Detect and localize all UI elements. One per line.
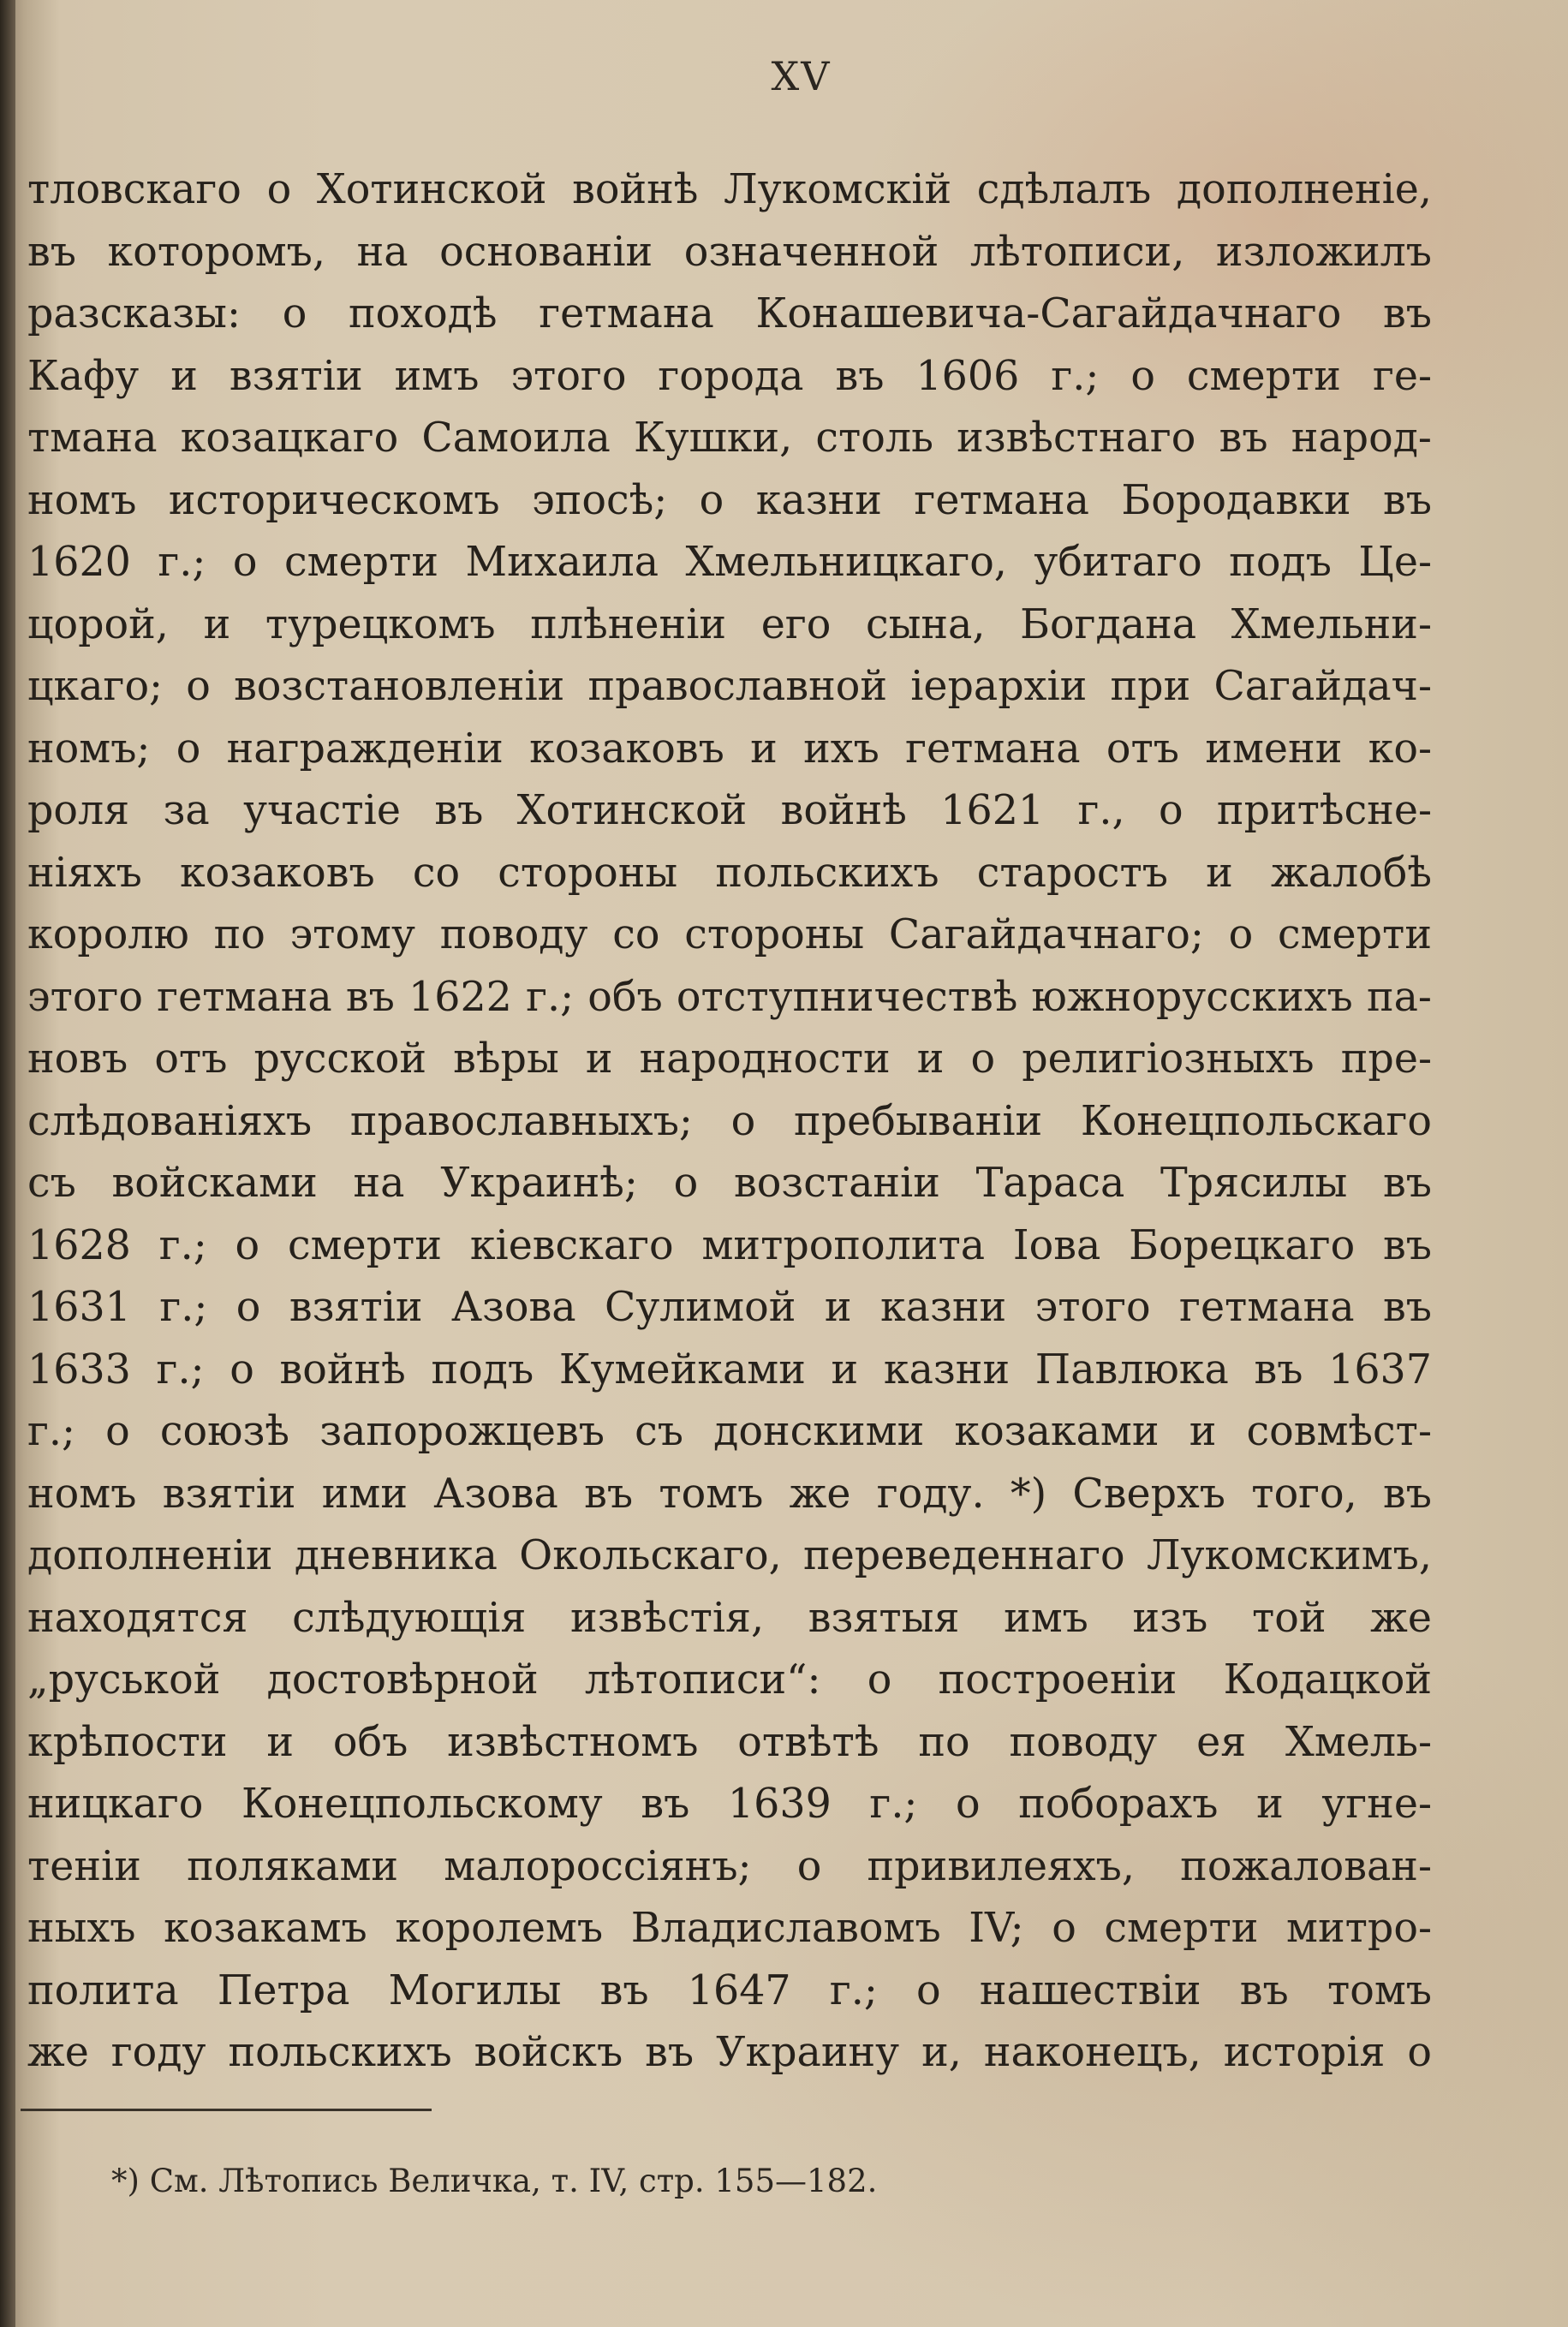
text-line: тловскаго о Хотинской войнѣ Лукомскій сдѣлалъ дополненіе, xyxy=(27,166,1432,213)
text-line: ныхъ козакамъ королемъ Владиславомъ IV; о смерти митро- xyxy=(27,1905,1432,1952)
footnote: *) См. Лѣтопись Величка, т. IV, стр. 155—182. xyxy=(111,2163,878,2199)
text-line: роля за участіе въ Хотинской войнѣ 1621 г., о притѣсне- xyxy=(27,787,1432,834)
body-text xyxy=(27,159,1432,2085)
text-line: номъ взятіи ими Азова въ томъ же году. *) Сверхъ того, въ xyxy=(27,1470,1432,1518)
text-line: Кафу и взятіи имъ этого города въ 1606 г.; о смерти ге- xyxy=(27,352,1432,400)
text-line: 1628 г.; о смерти кіевскаго митрополита Іова Борецкаго въ xyxy=(27,1221,1432,1269)
text-line: полита Петра Могилы въ 1647 г.; о нашествіи въ томъ xyxy=(27,1966,1432,2014)
text-line: крѣпости и объ извѣстномъ отвѣтѣ по поводу ея Хмель- xyxy=(27,1718,1432,1766)
text-line: въ которомъ, на основаніи означенной лѣтописи, изложилъ xyxy=(27,228,1432,276)
text-line: находятся слѣдующія извѣстія, взятыя имъ изъ той же xyxy=(27,1594,1432,1642)
text-line: ніяхъ козаковъ со стороны польскихъ старостъ и жалобѣ xyxy=(27,849,1432,897)
page-number: XV xyxy=(771,53,832,99)
text-line: съ войсками на Украинѣ; о возстаніи Тараса Трясилы въ xyxy=(27,1160,1432,1207)
text-line: дополненіи дневника Окольскаго, переведеннаго Лукомскимъ, xyxy=(27,1532,1432,1579)
text-line: тмана козацкаго Самоила Кушки, столь извѣстнаго въ народ- xyxy=(27,415,1432,462)
text-line: разсказы: о походѣ гетмана Конашевича-Сагайдачнаго въ xyxy=(27,290,1432,337)
text-line: новъ отъ русской вѣры и народности и о религіозныхъ пре- xyxy=(27,1035,1432,1083)
binding-gutter xyxy=(0,0,15,2327)
text-line: цорой, и турецкомъ плѣненіи его сына, Богдана Хмельни- xyxy=(27,600,1432,648)
text-line: же году польскихъ войскъ въ Украину и, наконецъ, исторія о xyxy=(27,2029,1432,2076)
text-line: номъ; о награжденіи козаковъ и ихъ гетмана отъ имени ко- xyxy=(27,725,1432,773)
text-line: слѣдованіяхъ православныхъ; о пребываніи Конецпольскаго xyxy=(27,1097,1432,1145)
text-line: „руськой достовѣрной лѣтописи“: о построеніи Кодацкой xyxy=(27,1656,1432,1703)
text-line: этого гетмана въ 1622 г.; объ отступничествѣ южнорусскихъ па- xyxy=(27,973,1432,1021)
text-line: номъ историческомъ эпосѣ; о казни гетмана Бородавки въ xyxy=(27,476,1432,524)
text-line: 1620 г.; о смерти Михаила Хмельницкаго, убитаго подъ Це- xyxy=(27,539,1432,586)
text-line: г.; о союзѣ запорожцевъ съ донскими козаками и совмѣст- xyxy=(27,1408,1432,1455)
text-line: 1631 г.; о взятіи Азова Сулимой и казни этого гетмана въ xyxy=(27,1284,1432,1331)
text-line: 1633 г.; о войнѣ подъ Кумейками и казни Павлюка въ 1637 xyxy=(27,1345,1432,1393)
footnote-rule xyxy=(21,2109,432,2111)
text-line: ницкаго Конецпольскому въ 1639 г.; о поборахъ и угне- xyxy=(27,1781,1432,1828)
text-line: теніи поляками малороссіянъ; о привилеяхъ, пожалован- xyxy=(27,1842,1432,1890)
text-line: цкаго; о возстановленіи православной іерархіи при Сагайдач- xyxy=(27,663,1432,710)
text-line: королю по этому поводу со стороны Сагайдачнаго; о смерти xyxy=(27,911,1432,958)
